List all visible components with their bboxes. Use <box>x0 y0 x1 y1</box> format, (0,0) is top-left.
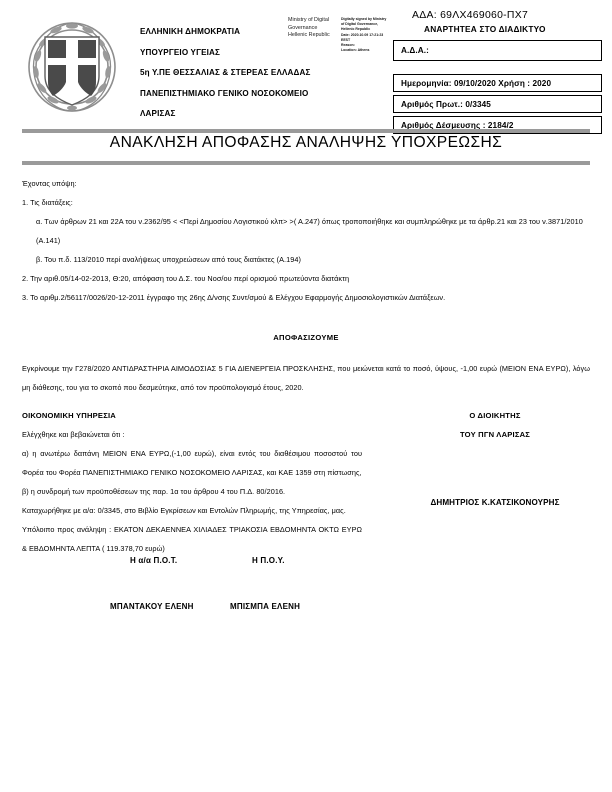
provision-item-1b: β. Του π.δ. 113/2010 περί αναλήψεως υποχρεώσεων από τους διατάκτες (Α.194) <box>36 255 301 264</box>
signature-name-row <box>22 602 590 620</box>
ada-field-label: Α.Δ.Α.: <box>401 46 429 55</box>
decision-heading: ΑΠΟΦΑΣΙΖΟΥΜΕ <box>273 333 339 342</box>
stamp-detail-4: Date: 2020.10.09 17:21:23 <box>341 32 384 37</box>
protocol-field-label: Αριθμός Πρωτ.: 0/3345 <box>401 99 491 109</box>
publication-notice: ΑΝΑΡΤΗΤΕΑ ΣΤΟ ΔΙΑΔΙΚΤΥΟ <box>424 24 546 34</box>
preamble-text: Έχοντας υπόψη: <box>22 179 77 188</box>
financial-intro-text: Ελέγχθηκε και βεβαιώνεται ότι : <box>22 430 125 439</box>
title-rule-top <box>22 129 590 133</box>
director-column <box>400 406 590 444</box>
director-title-line-1: Ο ΔΙΟΙΚΗΤΗΣ <box>469 411 521 420</box>
stamp-detail-7: Location: Athens <box>341 48 370 53</box>
ada-number: ΑΔΑ: 69ΛΧ469060-ΠΧ7 <box>412 10 529 21</box>
stamp-detail-1: Digitally signed by Ministry <box>341 17 387 21</box>
financial-service-heading: ΟΙΚΟΝΟΜΙΚΗ ΥΠΗΡΕΣΙΑ <box>22 411 116 420</box>
ada-field-box <box>393 40 602 61</box>
greek-coat-of-arms-icon <box>22 12 122 122</box>
commitment-field-label: Αριθμός Δέσμευσης : 2184/2 <box>401 120 514 130</box>
stamp-line-3: Hellenic Republic <box>288 32 330 39</box>
balance-text: Υπόλοιπο προς ανάληψη : ΕΚΑΤΟΝ ΔΕΚΑΕΝΝΕΑ ΧΙΛΙΑΔΕΣ ΤΡΙΑΚΟΣΙΑ ΕΒΔΟΜΗΝΤΑ ΟΚΤΩ ΕΥΡΩ & ΕΒΔΟΜΗΝΤΑ ΛΕΠΤΑ ( 119.378,70 ευρώ) <box>22 525 362 553</box>
signature-role-right: Η Π.Ο.Υ. <box>252 556 285 565</box>
financial-clause-b: β) η συνδρομή των προϋποθέσεων της παρ. 1α του άρθρου 4 του Π.Δ. 80/2016. <box>22 487 286 496</box>
registration-text: Καταχωρήθηκε με α/α: 0/3345, στο Βιβλίο Εγκρίσεων και Εντολών Πληρωμής, της Υπηρεσίας, μας. <box>22 506 346 515</box>
org-line-hospital: ΠΑΝΕΠΙΣΤΗΜΙΑΚΟ ΓΕΝΙΚΟ ΝΟΣΟΚΟΜΕΙΟ <box>140 88 309 98</box>
financial-clause-a: α) η ανωτέρω δαπάνη ΜΕΙΟΝ ΕΝΑ ΕΥΡΩ,(-1,00 ευρώ), είναι εντός του διαθέσιμου ποσοστού του Φορέα του Φορέα ΠΑΝΕΠΙΣΤΗΜΙΑΚΟ ΓΕΝΙΚΟ ΝΟΣΟΚΟΜΕΙΟ ΛΑΡΙΣΑΣ, και ΚΑΕ 1359 στη πίστωσης, <box>22 449 362 477</box>
signature-name-left: ΜΠΑΝΤΑΚΟΥ ΕΛΕΝΗ <box>110 602 194 611</box>
stamp-detail-6: Reason: <box>341 43 355 48</box>
stamp-line-2: Governance <box>288 24 318 31</box>
title-rule-bottom <box>22 161 590 165</box>
financial-service-column <box>22 406 362 558</box>
org-line-ministry: ΥΠΟΥΡΓΕΙΟ ΥΓΕΙΑΣ <box>140 47 221 57</box>
digital-signature-stamp <box>288 17 396 61</box>
stamp-detail-3: Hellenic Republic <box>341 27 371 31</box>
stamp-line-1: Ministry of Digital <box>288 17 330 23</box>
stamp-detail-5: EEST <box>341 37 351 42</box>
org-line-city: ΛΑΡΙΣΑΣ <box>140 109 176 118</box>
org-line-health-region: 5η Υ.ΠΕ ΘΕΣΣΑΛΙΑΣ & ΣΤΕΡΕΑΣ ΕΛΛΑΔΑΣ <box>140 68 311 77</box>
two-column-section <box>22 406 590 556</box>
stamp-detail-2: of Digital Governance, <box>341 22 379 26</box>
date-field-label: Ημερομηνία: 09/10/2020 Χρήση : 2020 <box>401 78 552 88</box>
provision-item-3: 3. Το αριθμ.2/56117/0026/20-12-2011 έγγραφο της 26ης Δ/νσης Συντ/σμού & Ελέγχου Εφαρμογής Δημοσιολογιστικών Διατάξεων. <box>22 293 446 302</box>
document-header <box>0 0 612 128</box>
date-field-box <box>393 74 602 92</box>
protocol-field-box <box>393 95 602 113</box>
signature-name-right: ΜΠΙΣΜΠΑ ΕΛΕΝΗ <box>230 602 301 611</box>
org-line-republic: ΕΛΛΗΝΙΚΗ ΔΗΜΟΚΡΑΤΙΑ <box>140 27 241 36</box>
provision-item-2: 2. Την αριθ.05/14-02-2013, Θ:20, απόφαση του Δ.Σ. του Νοσ/ου περί ορισμού πρωτεύοντα διατάκτη <box>22 274 350 283</box>
decision-body-text: Εγκρίνουμε την Γ278/2020 ΑΝΤΙΔΡΑΣΤΗΡΙΑ ΑΙΜΟΔΟΣΙΑΣ 5 ΓΙΑ ΔΙΕΝΕΡΓΕΙΑ ΠΡΟΣΚΛΗΣΗΣ, που μειώνεται κατά το ποσό, ύψους, -1,00 ευρώ (ΜΕΙΟΝ ΕΝΑ ΕΥΡΩ), λόγω μη διάθεσης, του για το σκοπό που δεσμεύτηκε, από τον προϋπολογισμό έτους, 2020. <box>22 364 590 392</box>
signature-role-left: Η α/α Π.Ο.Τ. <box>130 556 178 565</box>
provision-item-1: 1. Τις διατάξεις: <box>22 198 73 207</box>
director-name: ΔΗΜΗΤΡΙΟΣ Κ.ΚΑΤΣΙΚΟΝΟΥΡΗΣ <box>430 498 560 507</box>
page-title: ΑΝΑΚΛΗΣΗ ΑΠΟΦΑΣΗΣ ΑΝΑΛΗΨΗΣ ΥΠΟΧΡΕΩΣΗΣ <box>109 134 503 151</box>
director-title-line-2: ΤΟΥ ΠΓΝ ΛΑΡΙΣΑΣ <box>459 430 531 439</box>
provision-item-1a: α. Των άρθρων 21 και 22Α του ν.2362/95 < <Περί Δημοσίου Λογιστικού κλπ> >( Α.247) όπως τροποποιήθηκε και συμπληρώθηκε με τα άρθρ.21 και 23 του ν.3871/2010 (Α.141) <box>36 217 583 245</box>
document-body <box>22 174 590 620</box>
signature-role-row <box>22 556 590 574</box>
